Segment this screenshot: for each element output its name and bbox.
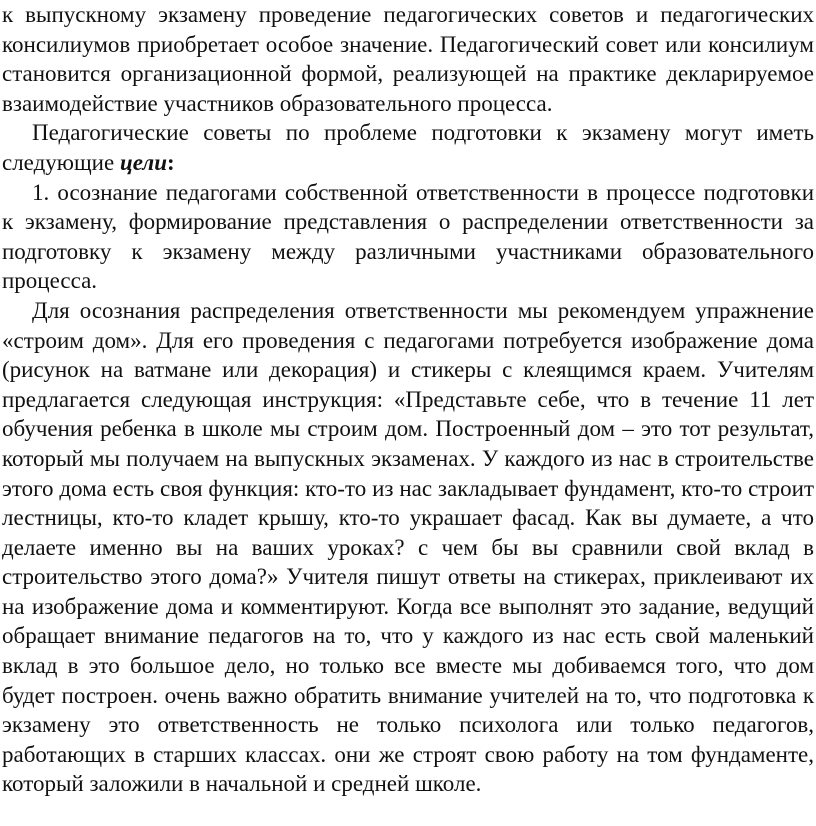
paragraph-intro: к выпускному экзамену проведение педагогических советов и педагогических консилиумов приобретает особое значение. Педагогический совет или консилиум становится организационной формой, реализующей на практике декларируемое взаимодействие участников образовательного процесса. bbox=[2, 2, 814, 116]
paragraph-goals-lead bbox=[2, 118, 814, 177]
goals-lead-text: Педагогические советы по проблеме подготовки к экзамену могут иметь следующие bbox=[2, 120, 814, 175]
paragraph-goal-1: 1. осознание педагогами собственной ответственности в процессе подготовки к экзамену, формирование представления о распределении ответственности за подготовку к экзамену между различными участниками образовательного процесса. bbox=[2, 179, 814, 294]
paragraph-exercise: Для осознания распределения ответственности мы рекомендуем упражнение «строим дом». Для его проведения с педагогами потребуется изображение дома (рисунок на ватмане или декорация) и стикеры с клеящимся краем. Учителям предлагается следующая инструкция: «Представьте себе, что в течение 11 лет обучения ребенка в школе мы строим дом. Построенный дом – это тот результат, который мы получаем на выпускных экзаменах. У каждого из нас в строительстве этого дома есть своя функция: кто-то из нас закладывает фундамент, кто-то строит лестницы, кто-то кладет крышу, кто-то украшает фасад. Как вы думаете, а что делаете именно вы на ваших уроках? с чем бы вы сравнили свой вклад в строительство этого дома?» Учителя пишут ответы на стикерах, приклеивают их на изображение дома и комментируют. Когда все выполнят это задание, ведущий обращает внимание педагогов на то, что у каждого из нас есть свой маленький вклад в это большое дело, но только все вместе мы добиваемся того, что дом будет построен. очень важно обратить внимание учителей на то, что подготовка к экзамену это ответственность не только психолога или только педагогов, работающих в старших классах. они же строят свою работу на том фундаменте, который заложили в начальной и средней школе. bbox=[2, 297, 814, 797]
goals-emphasis: цели bbox=[119, 149, 167, 175]
goals-colon: : bbox=[167, 149, 175, 175]
